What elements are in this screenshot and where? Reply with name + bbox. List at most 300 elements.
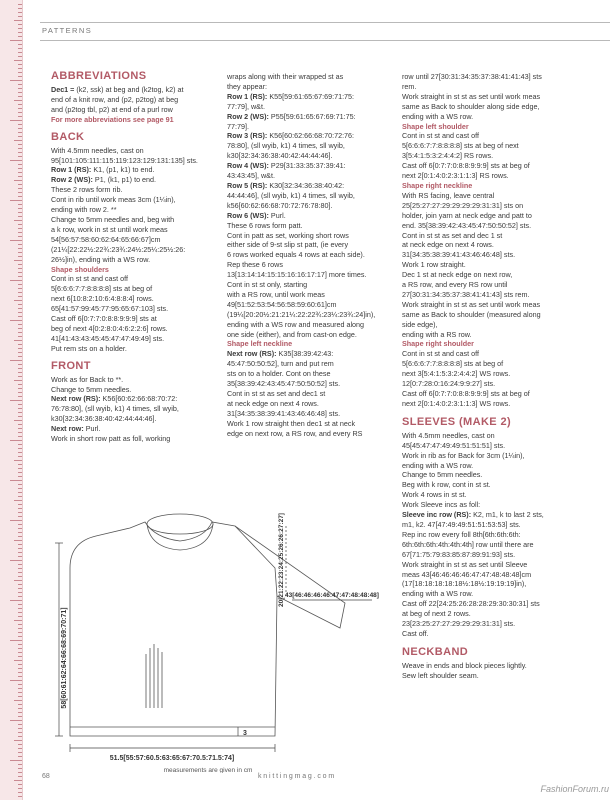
sleeve-length-label: 43[46:46:46:46:47:47:48:48:48] — [285, 592, 379, 599]
text-line — [402, 151, 607, 161]
ruler-tick — [18, 184, 22, 185]
ruler-tick — [18, 144, 22, 145]
ruler-tick — [14, 540, 22, 541]
ruler-tick — [18, 688, 22, 689]
line-text: K1, (p1, k1) to end. — [91, 165, 155, 175]
text-line — [51, 344, 233, 354]
measuring-ruler — [0, 0, 23, 800]
subheading: Shape right neckline — [402, 180, 473, 190]
line-text: K2, m1, k to last 2 sts, — [471, 510, 544, 520]
ruler-tick — [18, 336, 22, 337]
text-line — [51, 424, 233, 434]
line-text: Cast off. — [402, 628, 429, 638]
line-text: sts on to a holder. Cont on these — [227, 369, 331, 379]
line-text: ending with a WS row. — [402, 111, 474, 121]
ruler-tick — [18, 168, 22, 169]
ruler-tick — [18, 556, 22, 557]
line-text: ending with a WS row. — [402, 589, 474, 599]
text-line — [402, 520, 607, 530]
line-text: Cast off 22[24:25:26:28:28:29:30:30:31] sts — [402, 599, 540, 609]
line-text: same as Back to shoulder (measured along — [402, 309, 541, 319]
text-line — [227, 429, 399, 439]
line-text: end. 35[38:39:42:43:45:47:50:50:52] sts. — [402, 220, 532, 230]
text-line — [402, 72, 607, 82]
ruler-tick — [18, 736, 22, 737]
bold-lead: Next row: — [51, 424, 84, 434]
text-line — [227, 270, 399, 280]
ruler-tick — [18, 112, 22, 113]
ruler-tick — [18, 332, 22, 333]
line-text: Purl. — [268, 210, 286, 220]
line-text: 45:47:50:50:52], turn and put rem — [227, 359, 334, 369]
line-text: Cast off 6[0:7:7:0:8:8:9:9:9] sts at — [51, 314, 157, 324]
line-text: same as Back to shoulder along side edge, — [402, 101, 540, 111]
ruler-tick — [18, 576, 22, 577]
ruler-tick — [18, 412, 22, 413]
ruler-tick — [18, 632, 22, 633]
line-text: With 4.5mm needles, cast on — [51, 145, 144, 155]
text-line — [402, 480, 607, 490]
ruler-tick — [18, 456, 22, 457]
text-line — [227, 122, 399, 132]
ruler-tick — [18, 628, 22, 629]
text-line — [51, 284, 233, 294]
rib-label: 3 — [243, 730, 247, 737]
ruler-tick — [18, 344, 22, 345]
ruler-tick — [18, 488, 22, 489]
ruler-tick — [18, 668, 22, 669]
bold-lead: Row 1 (RS): — [51, 165, 92, 175]
ruler-tick — [18, 84, 22, 85]
text-line — [227, 181, 399, 191]
text-line — [51, 205, 233, 215]
ruler-tick — [18, 696, 22, 697]
line-text: Work as for Back to **. — [51, 374, 124, 384]
line-text: 3[5:4:1:5:3:2:4:4:2] RS rows. — [402, 151, 494, 161]
text-line — [51, 434, 233, 444]
header-rule-top — [40, 22, 610, 23]
ruler-tick — [18, 176, 22, 177]
column-2 — [227, 72, 399, 439]
text-line — [402, 540, 607, 550]
text-line — [51, 304, 233, 314]
ruler-tick — [18, 376, 22, 377]
ruler-tick — [18, 724, 22, 725]
line-text: 44:44:46], (sll wyib, k1) 4 times, sll wyib, — [227, 190, 355, 200]
neckband-body — [402, 661, 607, 681]
line-text: 26½]in), ending with a WS row. — [51, 254, 151, 264]
text-line — [227, 82, 399, 92]
line-text: 35[38:39:42:43:45:47:50:50:52] sts. — [227, 379, 341, 389]
text-line — [51, 385, 233, 395]
line-text: beg of next 4[0:2:8:0:4:6:2:2:6] rows. — [51, 323, 168, 333]
line-text: edge on next row, a RS row, and every RS — [227, 428, 363, 438]
ruler-tick — [18, 444, 22, 445]
line-text: 45[45:47:47:49:49:51:51:51] sts. — [402, 440, 506, 450]
ruler-tick — [18, 72, 22, 73]
ruler-tick — [18, 316, 22, 317]
ruler-tick — [18, 536, 22, 537]
ruler-tick — [18, 516, 22, 517]
line-text: 13[13:14:14:15:15:16:16:17:17] more times. — [227, 270, 367, 280]
ruler-tick — [18, 612, 22, 613]
ruler-tick — [18, 716, 22, 717]
line-text: k30[32:34:36:38:40:42:44:44:46]. — [51, 414, 157, 424]
text-line — [227, 240, 399, 250]
bold-lead: Next row (RS): — [227, 349, 277, 359]
text-line — [227, 330, 399, 340]
ruler-tick — [18, 172, 22, 173]
ruler-tick — [18, 616, 22, 617]
line-text: 27[30:31:34:35:37:38:41:41:43] sts rem. — [402, 289, 530, 299]
subheading: Shape left shoulder — [402, 121, 469, 131]
body-outline — [70, 522, 345, 736]
ruler-tick — [18, 324, 22, 325]
line-text: 67[71:75:79:83:85:87:89:91:93] sts. — [402, 549, 516, 559]
ruler-tick — [18, 644, 22, 645]
ruler-tick — [18, 584, 22, 585]
ruler-tick — [18, 388, 22, 389]
ruler-tick — [18, 304, 22, 305]
line-text: Cont in st st and cast off — [51, 274, 128, 284]
ruler-tick — [18, 308, 22, 309]
ruler-tick — [18, 128, 22, 129]
line-text: K56[60:62:66:68:70:72:76: — [267, 131, 355, 141]
text-line — [51, 175, 233, 185]
text-line — [402, 510, 607, 520]
ruler-tick — [10, 160, 22, 161]
ruler-tick — [18, 608, 22, 609]
text-line — [402, 191, 607, 201]
ruler-tick — [10, 600, 22, 601]
text-line — [51, 95, 233, 105]
ruler-tick — [18, 244, 22, 245]
line-text: rem. — [402, 81, 417, 91]
ruler-tick — [18, 116, 22, 117]
text-line — [402, 221, 607, 231]
ruler-tick — [18, 484, 22, 485]
ruler-tick — [18, 96, 22, 97]
text-line — [402, 270, 607, 280]
text-line — [51, 404, 233, 414]
text-line — [51, 314, 233, 324]
text-line — [51, 195, 233, 205]
ruler-tick — [18, 36, 22, 37]
text-line — [51, 324, 233, 334]
sleeves-body — [402, 431, 607, 639]
line-text: next 2[0:1:4:0:2:3:1:1:3] RS rows. — [402, 171, 509, 181]
ruler-tick — [10, 560, 22, 561]
ruler-tick — [18, 572, 22, 573]
ruler-tick — [18, 636, 22, 637]
ruler-tick — [18, 784, 22, 785]
line-text: and (p2tog tbl, p2) at end of a purl row — [51, 104, 173, 114]
text-line — [402, 560, 607, 570]
ruler-tick — [18, 508, 22, 509]
ruler-tick — [18, 768, 22, 769]
line-text: 5[6:6:6:7:7:8:8:8:8] sts at beg of — [402, 359, 504, 369]
ruler-tick — [18, 544, 22, 545]
ruler-tick — [10, 320, 22, 321]
ruler-tick — [18, 476, 22, 477]
line-text: next 3[5:4:1:5:3:2:4:4:2] WS rows. — [402, 369, 511, 379]
text-line — [402, 550, 607, 560]
ruler-tick — [18, 212, 22, 213]
ruler-tick — [18, 448, 22, 449]
line-text: ending with a WS row and measured along — [227, 319, 365, 329]
line-text: K56[60:62:66:68:70:72: — [100, 394, 178, 404]
line-text: with a RS row, until work meas — [227, 289, 325, 299]
text-line — [402, 369, 607, 379]
ruler-tick — [14, 580, 22, 581]
ruler-tick — [18, 712, 22, 713]
ruler-tick — [18, 424, 22, 425]
ruler-tick — [18, 568, 22, 569]
text-line — [227, 141, 399, 151]
ruler-tick — [14, 60, 22, 61]
ruler-tick — [18, 292, 22, 293]
line-text: 6th:6th:6th:4th:4th:4th] row until there are — [402, 539, 534, 549]
text-line — [402, 112, 607, 122]
ruler-tick — [18, 228, 22, 229]
ruler-tick — [18, 492, 22, 493]
ruler-tick — [14, 300, 22, 301]
bold-lead: Row 4 (WS): — [227, 161, 269, 171]
column-1 — [51, 66, 233, 444]
ruler-tick — [18, 276, 22, 277]
sweater-schematic — [40, 508, 410, 773]
text-line — [227, 72, 399, 82]
ruler-tick — [14, 140, 22, 141]
front-body — [51, 375, 233, 444]
line-text: a RS row, and every RS row until — [402, 280, 508, 290]
ruler-tick — [18, 164, 22, 165]
text-line — [402, 330, 607, 340]
ruler-tick — [18, 352, 22, 353]
line-text: at beg of next 2 rows. — [402, 609, 471, 619]
text-line — [227, 161, 399, 171]
text-line — [402, 141, 607, 151]
ruler-tick — [18, 328, 22, 329]
ruler-tick — [18, 524, 22, 525]
text-line — [402, 320, 607, 330]
ruler-tick — [18, 368, 22, 369]
ruler-tick — [14, 100, 22, 101]
ruler-tick — [18, 216, 22, 217]
ruler-tick — [18, 152, 22, 153]
ruler-tick — [18, 268, 22, 269]
text-line — [227, 280, 399, 290]
text-line — [402, 629, 607, 639]
ruler-tick — [18, 504, 22, 505]
more-abbreviations-link[interactable]: For more abbreviations see page 91 — [51, 114, 174, 124]
text-line — [402, 461, 607, 471]
text-line — [227, 250, 399, 260]
line-text: row until 27[30:31:34:35:37:38:41:41:43] sts — [402, 72, 542, 81]
neckband-heading: NECKBAND — [402, 645, 469, 658]
ruler-tick — [18, 704, 22, 705]
header-rule-bottom — [40, 40, 610, 41]
line-text: holder, join yarn at neck edge and patt to — [402, 210, 532, 220]
text-line — [402, 431, 607, 441]
ruler-tick — [18, 692, 22, 693]
ruler-tick — [18, 772, 22, 773]
ruler-tick — [18, 452, 22, 453]
line-text: 25[25:27:27:29:29:29:29:31:31] sts on — [402, 200, 524, 210]
ruler-tick — [18, 156, 22, 157]
text-line — [402, 470, 607, 480]
text-line — [402, 102, 607, 112]
ruler-tick — [18, 256, 22, 257]
ruler-tick — [18, 404, 22, 405]
ruler-tick — [18, 512, 22, 513]
ruler-tick — [18, 548, 22, 549]
line-text: meas 43[46:46:46:46:47:47:48:48:48]cm — [402, 569, 532, 579]
line-text: k30[32:34:36:38:40:42:44:44:46]. — [227, 151, 333, 161]
line-text: either side of 9-st slip st patt, (ie every — [227, 240, 349, 250]
text-line — [227, 359, 399, 369]
ruler-tick — [10, 200, 22, 201]
ruler-tick — [10, 440, 22, 441]
line-text: wraps along with their wrapped st as — [227, 72, 344, 81]
ruler-tick — [18, 464, 22, 465]
line-text: Cont in st st and cast off — [402, 349, 479, 359]
line-text: K35[38:39:42:43: — [276, 349, 334, 359]
text-line — [51, 255, 233, 265]
line-text: k56[60:62:66:68:70:72:76:78:80]. — [227, 200, 333, 210]
line-text: a k row, work in st st until work meas — [51, 224, 168, 234]
text-line — [402, 250, 607, 260]
text-line — [227, 231, 399, 241]
line-text: Weave in ends and block pieces lightly. — [402, 660, 527, 670]
ruler-tick — [18, 312, 22, 313]
ruler-tick — [18, 12, 22, 13]
ruler-tick — [18, 472, 22, 473]
line-text: Cont in rib until work meas 3cm (1¼in), — [51, 195, 176, 205]
line-text: P55[59:61:65:67:69:71:75: — [268, 111, 356, 121]
bold-lead: Sleeve inc row (RS): — [402, 510, 472, 520]
ruler-tick — [18, 44, 22, 45]
ruler-tick — [18, 652, 22, 653]
ruler-tick — [18, 744, 22, 745]
text-line — [227, 112, 399, 122]
length-label: 58[60:61:62:64:66:68:69:70:71] — [61, 607, 68, 709]
ruler-tick — [10, 640, 22, 641]
ruler-tick — [18, 796, 22, 797]
ruler-tick — [14, 20, 22, 21]
line-text: 95[101:105:111:115:119:123:129:131:135] sts. — [51, 155, 198, 165]
ruler-tick — [18, 356, 22, 357]
ruler-tick — [10, 40, 22, 41]
text-line — [51, 334, 233, 344]
ruler-tick — [10, 360, 22, 361]
ruler-tick — [18, 236, 22, 237]
line-text: Work 1 row straight. — [402, 260, 466, 270]
page-number: 68 — [42, 773, 50, 780]
text-line — [51, 85, 233, 95]
text-line — [402, 171, 607, 181]
ruler-tick — [18, 756, 22, 757]
line-text: next 2[0:1:4:0:2:3:1:1:3] WS rows. — [402, 398, 511, 408]
ruler-tick — [18, 32, 22, 33]
line-text: (21¼[22:22½:22¾:23¾:24½:25¼:25½:26: — [51, 244, 186, 254]
subheading: Shape left neckline — [227, 339, 293, 349]
text-line — [51, 414, 233, 424]
line-text: Work in rib as for Back for 3cm (1¼in), — [402, 450, 525, 460]
ruler-tick — [18, 372, 22, 373]
text-line — [227, 131, 399, 141]
text-line — [402, 490, 607, 500]
ruler-tick — [18, 348, 22, 349]
text-line — [402, 231, 607, 241]
text-line — [402, 349, 607, 359]
measurement-caption: measurements are given in cm — [163, 767, 253, 773]
ruler-tick — [18, 148, 22, 149]
line-text: Rep these 6 rows — [227, 260, 283, 270]
line-text: Dec 1 st at neck edge on next row, — [402, 270, 513, 280]
ruler-tick — [18, 672, 22, 673]
line-text: 54[56:57:58:60:62:64:65:66:67]cm — [51, 234, 161, 244]
text-line — [402, 379, 607, 389]
ruler-tick — [18, 28, 22, 29]
ruler-tick — [18, 676, 22, 677]
line-text: Work in short row patt as foll, working — [51, 434, 171, 444]
ruler-tick — [14, 420, 22, 421]
text-line — [227, 260, 399, 270]
line-text: they appear: — [227, 81, 267, 91]
front-heading: FRONT — [51, 359, 91, 372]
ruler-tick — [18, 272, 22, 273]
text-line — [402, 260, 607, 270]
ruler-tick — [18, 52, 22, 53]
text-line — [402, 500, 607, 510]
text-line — [402, 211, 607, 221]
ruler-tick — [18, 24, 22, 25]
ruler-tick — [18, 136, 22, 137]
left-neck-continued-body — [402, 72, 607, 409]
ruler-tick — [18, 104, 22, 105]
text-line — [51, 225, 233, 235]
ruler-tick — [18, 664, 22, 665]
ruler-tick — [18, 776, 22, 777]
line-text: (19¼[20:20½:21:21¼:22:22¾:23¼:23¾:24]in), — [227, 309, 376, 319]
line-text: Cont in patt as set, working short rows — [227, 230, 349, 240]
line-text: Work 1 row straight then dec1 st at neck — [227, 418, 356, 428]
text-line — [51, 245, 233, 255]
ruler-tick — [14, 340, 22, 341]
ruler-tick — [18, 124, 22, 125]
text-line — [227, 201, 399, 211]
ruler-tick — [18, 92, 22, 93]
ruler-tick — [18, 528, 22, 529]
text-line — [51, 105, 233, 115]
bold-lead: Row 3 (RS): — [227, 131, 268, 141]
text-line — [51, 294, 233, 304]
ruler-tick — [18, 76, 22, 77]
ruler-tick — [14, 660, 22, 661]
text-line — [227, 409, 399, 419]
ruler-tick — [18, 396, 22, 397]
sleeves-heading: SLEEVES (MAKE 2) — [402, 415, 512, 428]
text-line — [51, 215, 233, 225]
line-text: P29[31:33:35:37:39:41: — [268, 161, 346, 171]
ruler-tick — [18, 208, 22, 209]
ruler-tick — [10, 720, 22, 721]
ruler-tick — [10, 680, 22, 681]
ruler-tick — [18, 496, 22, 497]
ruler-tick — [18, 596, 22, 597]
ruler-tick — [18, 588, 22, 589]
